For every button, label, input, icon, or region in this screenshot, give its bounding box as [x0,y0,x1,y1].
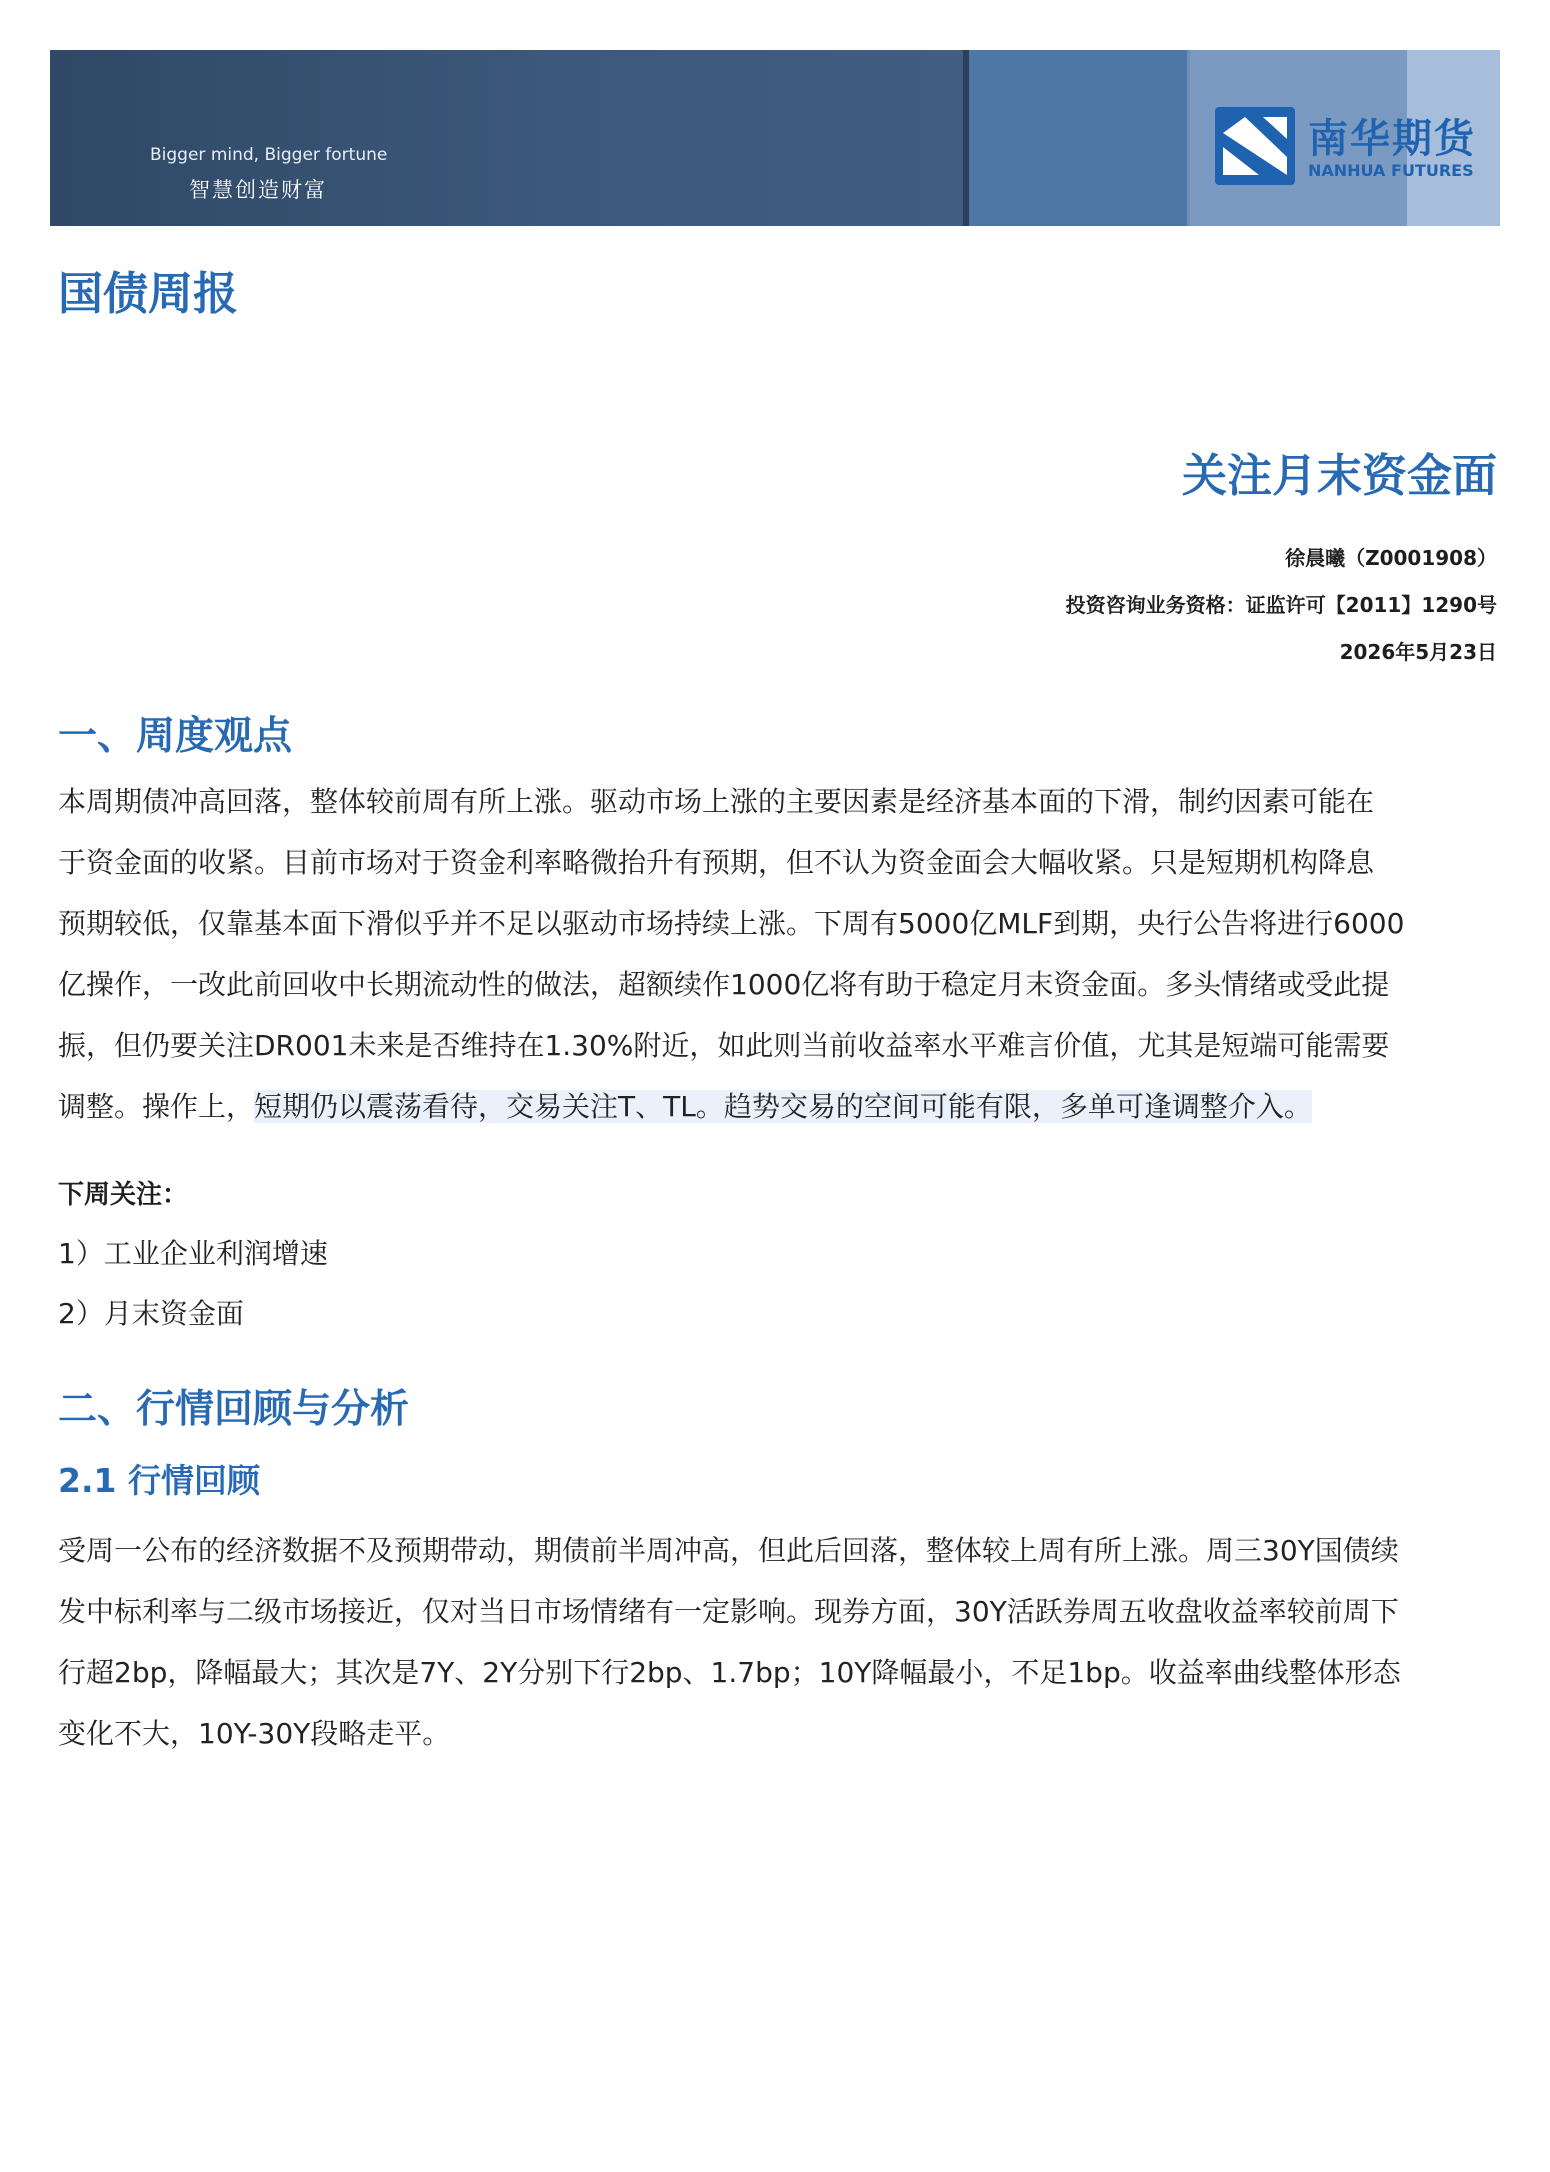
author: 徐晨曦（Z0001908） [1285,546,1497,570]
review-paragraph [58,1520,1503,1764]
next-week-title: 下周关注： [58,1180,189,1210]
report-type: 国债周报 [58,267,239,320]
section-heading-views: 一、周度观点 [58,714,293,759]
paragraph-last-line [58,1076,1503,1137]
company-logo [1215,105,1490,185]
slogan-chinese: 智慧创造财富 [189,178,327,202]
section-heading-review: 二、行情回顾与分析 [58,1387,410,1432]
report-date: 2026年5月23日 [1339,640,1497,664]
subsection-heading-review: 2.1 行情回顾 [58,1461,260,1500]
banner-band-mid [969,50,1187,226]
paragraph-line: 预期较低，仅靠基本面下滑似乎并不足以驱动市场持续上涨。下周有5000亿MLF到期，央行公告将进行6000 [58,907,1405,940]
paragraph-text: 调整。操作上， [58,1090,255,1123]
report-title: 关注月末资金面 [1181,449,1497,502]
logo-name: 南华期货 [1308,116,1476,162]
paragraph-line: 发中标利率与二级市场接近，仅对当日市场情绪有一定影响。现券方面，30Y活跃券周五收盘收益率较前周下 [58,1595,1399,1628]
banner-band-dark [50,50,963,226]
next-week-item: 2）月末资金面 [58,1297,244,1330]
license: 投资咨询业务资格：证监许可【2011】1290号 [1065,593,1497,617]
highlighted-text: 短期仍以震荡看待，交易关注T、TL。趋势交易的空间可能有限，多单可逢调整介入。 [254,1090,1312,1123]
paragraph-line: 行超2bp，降幅最大；其次是7Y、2Y分别下行2bp、1.7bp；10Y降幅最小，不足1bp。收益率曲线整体形态 [58,1656,1401,1689]
paragraph-line: 本周期债冲高回落，整体较前周有所上涨。驱动市场上涨的主要因素是经济基本面的下滑，制约因素可能在 [58,785,1375,818]
paragraph-line: 振，但仍要关注DR001未来是否维持在1.30%附近，如此则当前收益率水平难言价值，尤其是短端可能需要 [58,1029,1390,1062]
paragraph-line: 于资金面的收紧。目前市场对于资金利率略微抬升有预期，但不认为资金面会大幅收紧。只是短期机构降息 [58,846,1375,879]
slogan-english: Bigger mind, Bigger fortune [150,145,388,165]
paragraph-line: 变化不大，10Y-30Y段略走平。 [58,1717,451,1750]
paragraph-line: 亿操作，一改此前回收中长期流动性的做法，超额续作1000亿将有助于稳定月末资金面。多头情绪或受此提 [58,968,1390,1001]
logo-mark-icon [1215,107,1295,185]
next-week-item: 1）工业企业利润增速 [58,1237,328,1270]
logo-english-name: NANHUA FUTURES [1308,161,1474,180]
views-paragraph [58,771,1503,1137]
header-banner [50,50,1500,226]
paragraph-line: 受周一公布的经济数据不及预期带动，期债前半周冲高，但此后回落，整体较上周有所上涨。周三30Y国债续 [58,1534,1399,1567]
